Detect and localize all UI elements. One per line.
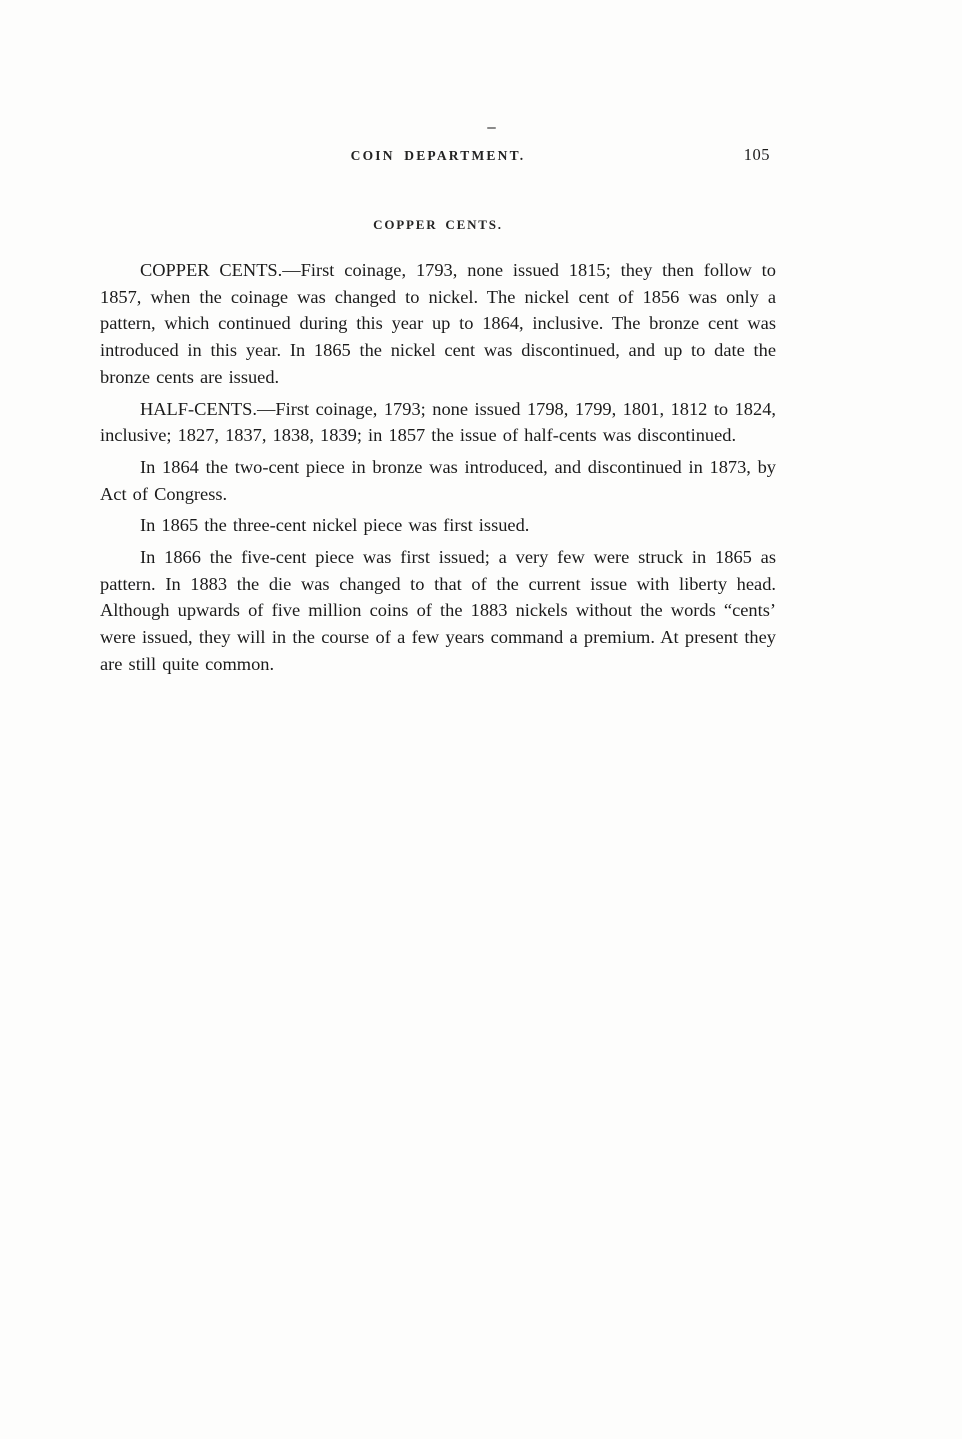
text-block (100, 257, 776, 678)
section-heading: COPPER CENTS. (373, 217, 503, 232)
paragraph-three-cent: In 1865 the three-cent nickel piece was first issued. (140, 515, 530, 536)
paragraph-five-cent: In 1866 the five-cent piece was first issued; a very few were struck in 1865 as pattern. In 1883 the die was changed to that of the current issue with liberty head. Although upwards of five million coins of the 1883 nickels without the words “cents’ were issued, they will in the course of a few years command a premium. At present they are still quite common. (100, 547, 776, 674)
paragraph-half-cents: HALF-CENTS.—First coinage, 1793; none issued 1798, 1799, 1801, 1812 to 1824, inclusive; 1827, 1837, 1838, 1839; in 1857 the issue of half-cents was discontinued. (100, 398, 776, 446)
page-content (100, 145, 776, 678)
running-header (100, 145, 776, 170)
paragraph-two-cent: In 1864 the two-cent piece in bronze was introduced, and discontinued in 1873, by Act of Congress. (100, 456, 776, 504)
scan-artifact-mark (487, 127, 496, 129)
paragraph-copper-cents: COPPER CENTS.—First coinage, 1793, none issued 1815; they then follow to 1857, when the coinage was changed to nickel. The nickel cent of 1856 was only a pattern, which continued during this year up to 1864, inclusive. The bronze cent was introduced in this year. In 1865 the nickel cent was discontinued, and up to date the bronze cents are issued. (100, 260, 776, 387)
page-number: 105 (743, 145, 770, 164)
header-title: COIN DEPARTMENT. (350, 148, 526, 163)
